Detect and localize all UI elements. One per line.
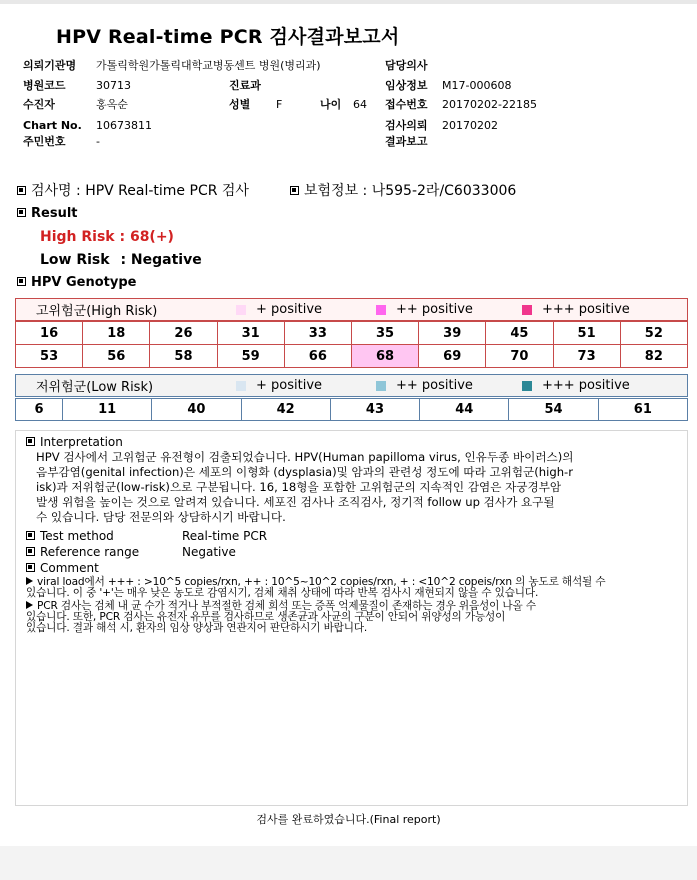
reference-range-row: Reference range Negative	[26, 545, 236, 560]
legend-swatch	[522, 305, 532, 315]
hospital-code-label: 병원코드	[23, 79, 66, 92]
legend-plus-plus-plus: +++ positive	[522, 378, 630, 393]
genotype-cell: 35	[351, 322, 418, 345]
result-heading: Result	[17, 206, 78, 222]
square-bullet-icon	[26, 437, 35, 446]
age-value: 64	[353, 98, 367, 111]
genotype-cell: 11	[62, 399, 151, 421]
comment-note-2: PCR 검사는 검체 내 균 수가 적거나 부적절한 검체 희석 또는 증폭 억제물질이 존재하는 경우 위음성이 나올 수 있습니다. 또한, PCR 검사는 유전자 유무를 검사하므로 생존균과 사균의 구분이 안되어 위양성의 가능성이 있습니다. 결과 해석 시, 환자의 임상 양상과 연관지어 판단하시기 바랍니다.	[26, 600, 536, 634]
genotype-cell: 43	[330, 399, 419, 421]
high-risk-label: 고위험군(High Risk)	[36, 304, 158, 319]
high-risk-header	[15, 298, 688, 321]
genotype-row	[16, 399, 688, 421]
age-label: 나이	[320, 98, 342, 111]
genotype-cell: 52	[620, 322, 687, 345]
low-risk-table	[15, 398, 688, 421]
clinical-info-value: M17-000608	[442, 79, 512, 92]
legend-swatch	[376, 305, 386, 315]
genotype-cell: 53	[16, 345, 83, 368]
genotype-cell: 26	[150, 322, 217, 345]
interpretation-text: HPV 검사에서 고위험군 유전형이 검출되었습니다. HPV(Human papilloma virus, 인유두종 바이러스)의 음부감염(genital infection)은 세포의 이형화 (dysplasia)및 암과의 관련성 정도에 따라 고위험군(high-r isk)과 저위험군(low-risk)으로 구분됩니다. 16, 18형을 포함한 고위험군의 지속적인 감염은 자궁경부암 발생 위험을 높이는 것으로 알려져 있습니다. 세포진 검사나 조직검사, 정기적 follow up 검사가 요구될 수 있습니다. 담당 전문의와 상담하시기 바랍니다.	[36, 450, 574, 524]
genotype-cell: 82	[620, 345, 687, 368]
institution-value: 가톨릭학원가톨릭대학교병동센트 병원(병리과)	[96, 59, 321, 72]
low-risk-genotype-label: 저위험군(Low Risk)	[36, 380, 154, 395]
receipt-value: 20170202-22185	[442, 98, 537, 111]
legend-plus-plus: ++ positive	[376, 378, 522, 393]
resident-value: -	[96, 135, 100, 148]
genotype-cell: 54	[509, 399, 598, 421]
genotype-cell: 16	[16, 322, 83, 345]
department-label: 진료과	[229, 79, 261, 92]
genotype-row	[16, 345, 688, 368]
low-risk-label: Low Risk	[40, 252, 110, 268]
legend-plus-plus: ++ positive	[376, 302, 522, 317]
legend-swatch	[376, 381, 386, 391]
square-bullet-icon	[26, 547, 35, 556]
hospital-code-value: 30713	[96, 79, 131, 92]
insurance-info	[290, 183, 516, 199]
bottom-bar	[0, 846, 697, 880]
chart-no-label: Chart No.	[23, 119, 82, 132]
legend-plus-plus-plus: +++ positive	[522, 302, 630, 317]
test-method-row: Test method Real-time PCR	[26, 529, 267, 544]
request-value: 20170202	[442, 119, 498, 132]
sex-label: 성별	[229, 98, 251, 111]
genotype-cell: 56	[83, 345, 150, 368]
comment-box	[15, 430, 688, 806]
genotype-cell: 18	[83, 322, 150, 345]
receipt-label: 접수번호	[385, 98, 428, 111]
patient-value: 홍옥순	[96, 98, 128, 111]
low-risk-header	[15, 374, 688, 397]
genotype-cell: 66	[284, 345, 351, 368]
legend-swatch	[236, 381, 246, 391]
genotype-cell: 31	[217, 322, 284, 345]
high-risk-result: High Risk : 68(+)	[40, 229, 174, 245]
square-bullet-icon	[17, 186, 26, 195]
square-bullet-icon	[17, 208, 26, 217]
low-risk-result	[40, 252, 202, 268]
result-report-label: 결과보고	[385, 135, 428, 148]
final-report-note: 검사를 완료하였습니다.(Final report)	[256, 813, 441, 826]
genotype-cell: 6	[16, 399, 63, 421]
resident-label: 주민번호	[23, 135, 66, 148]
genotype-cell: 61	[598, 399, 687, 421]
genotype-cell: 70	[486, 345, 553, 368]
genotype-cell: 58	[150, 345, 217, 368]
request-label: 검사의뢰	[385, 119, 428, 132]
report-title: HPV Real-time PCR 검사결과보고서	[56, 26, 400, 48]
genotype-row	[16, 322, 688, 345]
square-bullet-icon	[26, 531, 35, 540]
genotype-cell: 59	[217, 345, 284, 368]
clinical-info-label: 임상정보	[385, 79, 428, 92]
genotype-cell: 73	[553, 345, 620, 368]
legend-plus: + positive	[236, 378, 376, 393]
comment-note-1: viral load에서 +++ : >10^5 copies/rxn, ++ : 10^5~10^2 copies/rxn, + : <10^2 copeis/rxn 의 농도로 해석될 수 있습니다. 이 중 '+'는 매우 낮은 농도로 감염시기, 검체 채취 상태에 따라 반복 검사시 재현되지 않을 수 있습니다.	[26, 576, 606, 599]
triangle-bullet-icon	[26, 601, 33, 609]
square-bullet-icon	[17, 277, 26, 286]
legend-plus: + positive	[236, 302, 376, 317]
triangle-bullet-icon	[26, 577, 33, 585]
test-name-text: 검사명 : HPV Real-time PCR 검사	[31, 183, 249, 199]
genotype-cell: 45	[486, 322, 553, 345]
square-bullet-icon	[26, 563, 35, 572]
comment-heading: Comment	[26, 561, 99, 576]
chart-no-value: 10673811	[96, 119, 152, 132]
legend-swatch	[522, 381, 532, 391]
legend-swatch	[236, 305, 246, 315]
genotype-cell: 42	[241, 399, 330, 421]
doctor-label: 담당의사	[385, 59, 428, 72]
institution-label: 의뢰기관명	[23, 59, 77, 72]
genotype-cell: 33	[284, 322, 351, 345]
square-bullet-icon	[290, 186, 299, 195]
high-risk-table	[15, 321, 688, 368]
genotype-heading: HPV Genotype	[17, 275, 136, 291]
genotype-cell: 39	[419, 322, 486, 345]
top-bar	[0, 0, 697, 4]
patient-label: 수진자	[23, 98, 55, 111]
sex-value: F	[276, 98, 283, 111]
genotype-cell: 44	[420, 399, 509, 421]
insurance-text: 보험정보 : 나595-2라/C6033006	[304, 183, 517, 199]
genotype-cell: 69	[419, 345, 486, 368]
interpretation-heading: Interpretation	[26, 435, 123, 450]
genotype-cell: 40	[152, 399, 241, 421]
low-risk-value: : Negative	[120, 252, 202, 268]
genotype-cell: 68	[351, 345, 418, 368]
genotype-cell: 51	[553, 322, 620, 345]
test-name	[17, 183, 249, 199]
